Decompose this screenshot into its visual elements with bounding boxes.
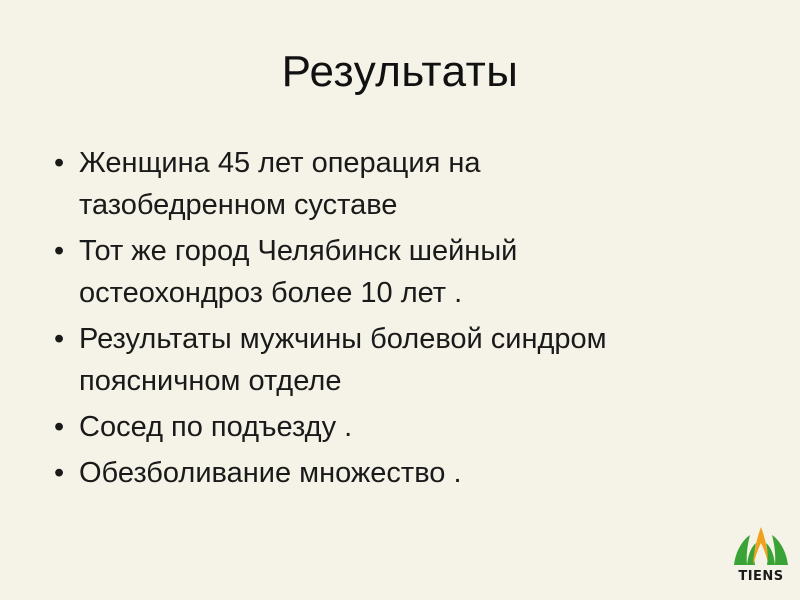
bullet-list (52, 142, 752, 498)
bullet-text-line: Тот же город Челябинск шейный (79, 235, 518, 267)
bullet-text-line: Результаты мужчины болевой синдром (79, 323, 607, 355)
bullet-item (52, 406, 752, 448)
bullet-text-line: Женщина 45 лет операция на (79, 147, 481, 179)
bullet-icon: • (54, 411, 65, 443)
bullet-text-line: Сосед по подъезду . (79, 411, 353, 443)
bullet-icon: • (54, 457, 65, 489)
tiens-logo (728, 525, 794, 591)
bullet-text-line: тазобедренном суставе (79, 189, 398, 221)
bullet-icon: • (54, 235, 65, 267)
bullet-icon: • (54, 147, 65, 179)
logo-text: TIENS (738, 569, 784, 584)
bullet-item (52, 318, 752, 402)
bullet-item (52, 230, 752, 314)
bullet-text-line: Обезболивание множество . (79, 457, 462, 489)
bullet-icon: • (54, 323, 65, 355)
tiens-leaves-icon (732, 525, 790, 569)
slide-title: Результаты (281, 47, 519, 96)
bullet-text-line: поясничном отделе (79, 365, 342, 397)
bullet-item (52, 142, 752, 226)
bullet-item (52, 452, 752, 494)
bullet-text-line: остеохондроз более 10 лет . (79, 277, 463, 309)
